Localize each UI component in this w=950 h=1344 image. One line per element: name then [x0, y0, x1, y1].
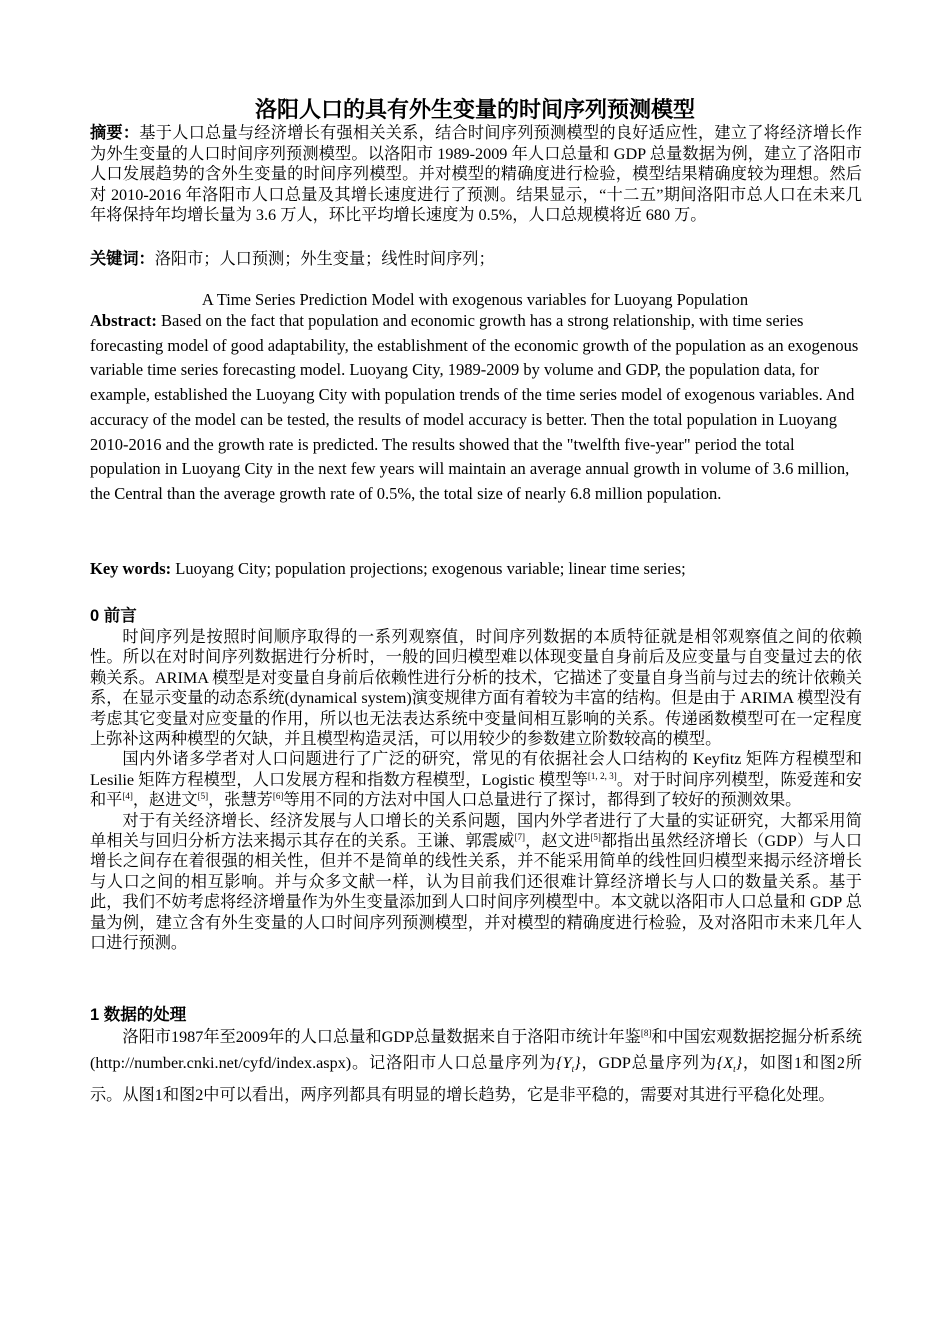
- math-text: }: [735, 1054, 743, 1072]
- paragraph-text: ，如图1和图2所示。从图1和图2中可以看出，两序列都具有明显的增长趋势，它是非平稳的，需要对其进行平稳化处理。: [90, 1054, 862, 1105]
- math-text: {Y: [556, 1054, 572, 1072]
- section-0-body: [90, 627, 862, 954]
- english-title: A Time Series Prediction Model with exogenous variables for Luoyang Population: [201, 290, 749, 309]
- paragraph-text: 国内外诸多学者对人口问题进行了广泛的研究，常见的有依据社会人口结构的 Keyfitz 矩阵方程模型和 Lesilie 矩阵方程模型，人口发展方程和指数方程模型，Logistic 模型等: [90, 750, 862, 789]
- paragraph-text: ，赵进文: [132, 791, 198, 810]
- math-subscript: t: [733, 1064, 736, 1075]
- section-0-paragraph-2: [90, 749, 862, 810]
- citation: [5]: [197, 791, 209, 802]
- english-keywords-label: Key words:: [90, 559, 176, 578]
- section-1-body: [90, 1024, 862, 1108]
- paragraph-text: 洛阳市1987年至2009年的人口总量和GDP总量数据来自于洛阳市统计年鉴: [122, 1028, 641, 1046]
- gdp-series-symbol: [716, 1054, 743, 1075]
- section-1-heading: 1 数据的处理: [90, 1006, 187, 1024]
- paragraph-text: 和中国宏观数据挖掘分析系统(http://number.cnki.net/cyfd/index.aspx)。记洛阳市人口总量序列为: [90, 1028, 862, 1072]
- citation: [8]: [640, 1028, 652, 1038]
- math-text: }: [574, 1054, 581, 1072]
- citation: [6]: [272, 791, 284, 802]
- citation: [7]: [514, 832, 525, 843]
- section-0-heading: 0 前言: [90, 607, 137, 625]
- english-abstract-label: Abstract:: [90, 311, 162, 330]
- paragraph-text: ，张慧芳: [208, 791, 273, 810]
- chinese-keywords-label: 关键词：: [90, 250, 155, 268]
- section-0-paragraph-3: [90, 811, 862, 954]
- chinese-abstract-label: 摘要：: [90, 124, 140, 142]
- paragraph-text: ，GDP总量序列为: [580, 1054, 717, 1072]
- math-subscript: t: [571, 1064, 575, 1075]
- section-1-paragraph-1: [90, 1024, 862, 1108]
- section-0-paragraph-1: 时间序列是按照时间顺序取得的一系列观察值，时间序列数据的本质特征就是相邻观察值之间的依赖性。所以在对时间序列数据进行分析时，一般的回归模型难以体现变量自身前后及应变量与自变量过去的依赖关系。ARIMA 模型是对变量自身前后依赖性进行分析的技术，它描述了变量自身当前与过去的统计依赖关系，在显示变量的动态系统(dynamical system)演变规律方面有着较为丰富的结构。但是由于 ARIMA 模型没有考虑其它变量对应变量的作用，所以也无法表达系统中变量间相互影响的关系。传递函数模型可在一定程度上弥补这两种模型的欠缺，并且模型构造灵活，可以用较少的参数建立阶数较高的模型。: [90, 628, 862, 749]
- paragraph-text: 对于有关经济增长、经济发展与人口增长的关系问题，国内外学者进行了大量的实证研究，大都采用简单相关与回归分析方法来揭示其存在的关系。王谦、郭震威: [90, 811, 862, 851]
- population-series-symbol: [556, 1054, 581, 1075]
- chinese-abstract: [90, 123, 862, 226]
- english-keywords-text: Luoyang City; population projections; exogenous variable; linear time series;: [175, 559, 686, 578]
- citation: [1, 2, 3]: [587, 770, 617, 781]
- math-text: {X: [716, 1054, 734, 1072]
- english-abstract: [90, 309, 860, 507]
- paragraph-text: 等用不同的方法对中国人口总量进行了探讨，都得到了较好的预测效果。: [283, 791, 802, 810]
- citation: [5]: [590, 832, 601, 843]
- paragraph-text: 都指出虽然经济增长（GDP）与人口增长之间存在着很强的相关性，但并不是简单的线性关系，并不能采用简单的线性回归模型来揭示经济增长与人口之间的相互影响。并与众多文献一样，认为目前我们还很难计算经济增长与人口的数量关系。基于此，我们不妨考虑将经济增量作为外生变量添加到人口时间序列模型中。本文就以洛阳市人口总量和 GDP 总量为例，建立含有外生变量的人口时间序列预测模型，并对模型的精确度进行检验，及对洛阳市未来几年人口进行预测。: [90, 832, 863, 953]
- chinese-abstract-text: 基于人口总量与经济增长有强相关关系，结合时间序列预测模型的良好适应性，建立了将经济增长作为外生变量的人口时间序列预测模型。以洛阳市 1989-2009 年人口总量和 GDP 总量数据为例，建立了洛阳市人口发展趋势的含外生变量的时间序列模型。并对模型的精确度进行检验，模型结果精确度较为理想。然后对 2010-2016 年洛阳市人口总量及其增长速度进行了预测。结果显示，“十二五”期间洛阳市总人口在未来几年将保持年均增长量为 3.6 万人，环比平均增长速度为 0.5%，人口总规模将近 680 万。: [90, 124, 863, 224]
- chinese-keywords-text: 洛阳市；人口预测；外生变量；线性时间序列；: [154, 250, 495, 268]
- paragraph-text: 。对于时间序列模型，陈爱莲和安和平: [90, 770, 862, 810]
- english-abstract-text: Based on the fact that population and economic growth has a strong relationship, with time series forecasting model of good adaptability, the establishment of the economic growth of the population as an exogenous variable time series forecasting model. Luoyang City, 1989-2009 by volume and GDP, the population data, for example, established the Luoyang City with population trends of the time series model of exogenous variables. And accuracy of the model can be tested, the results of model accuracy is better. Then the total population in Luoyang 2010-2016 and the growth rate is predicted. The results showed that the "twelfth five-year" period the total population in Luoyang City in the next few years will maintain an average annual growth in volume of 3.6 million, the Central than the average growth rate of 0.5%, the total size of nearly 6.8 million population.: [90, 311, 859, 503]
- english-keywords: [90, 557, 860, 582]
- paper-title: 洛阳人口的具有外生变量的时间序列预测模型: [254, 97, 695, 122]
- paragraph-text: ，赵文进: [524, 832, 591, 851]
- chinese-keywords: [90, 249, 862, 270]
- citation: [4]: [122, 791, 133, 802]
